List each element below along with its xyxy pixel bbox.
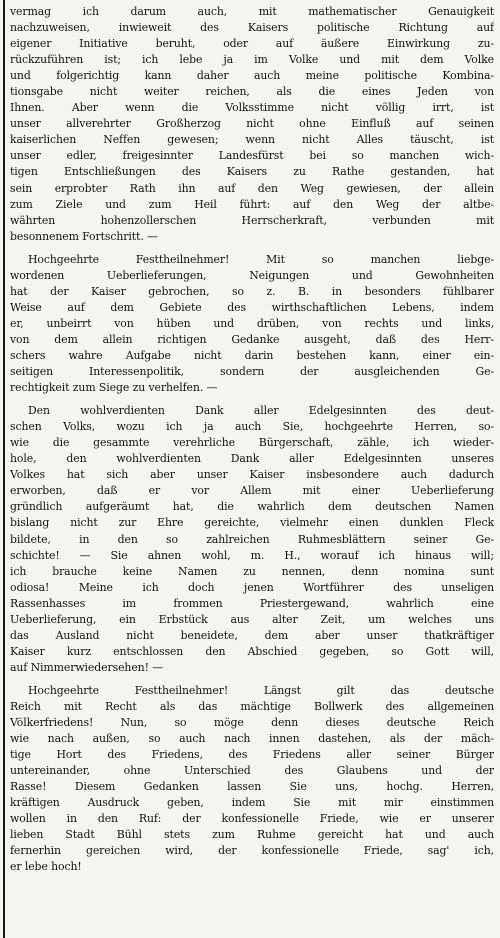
text-line: zum Ziele und zum Heil führt: auf den Weg der altbe- [10,197,494,211]
text-line: unser edler, freigesinnter Landesfürst bei so manchen wich- [10,149,494,163]
text-line: eigener Initiative beruht, oder auf äußere Einwirkung zu- [10,37,494,51]
paragraph [10,4,494,245]
text-line: Kaiser kurz entschlossen den Abschied gegeben, so Gott will, [10,644,494,658]
text-line: seitigen Interessenpolitik, sondern der ausgleichenden Ge- [10,365,494,379]
text-line: von dem allein richtigen Gedanke ausgeht, daß des Herr- [10,332,494,346]
text-line: Ihnen. Aber wenn die Volksstimme nicht völlig irrt, ist [10,101,494,115]
paragraph [10,403,494,676]
text-line: fernerhin gereichen wird, der konfessionelle Friede, sag' ich, [10,844,494,858]
text-line: rechtigkeit zum Siege zu verhelfen. — [10,381,218,395]
text-line: besonnenem Fortschritt. — [10,229,158,243]
text-line: auf Nimmerwiedersehen! — [10,660,164,674]
text-line: Reich mit Recht als das mächtige Bollwerk des allgemeinen [10,699,494,713]
text-line: ich brauche keine Namen zu nennen, denn nomina sunt [10,564,494,578]
text-line: wie die gesammte verehrliche Bürgerschaft, zähle, ich wieder- [10,436,494,450]
text-line: gründlich aufgeräumt hat, die wahrlich dem deutschen Namen [10,500,494,514]
text-line: bildete, in den so zahlreichen Ruhmesblättern seiner Ge- [10,532,494,546]
text-line: schen Volks, wozu ich ja auch Sie, hochgeehrte Herren, so- [10,420,494,434]
text-line: er, unbeirrt von hüben und drüben, von rechts und links, [10,316,494,330]
text-line: untereinander, ohne Unterschied des Glaubens und der [10,764,494,778]
text-line: kräftigen Ausdruck geben, indem Sie mit mir einstimmen [10,796,494,810]
text-line: er lebe hoch! [10,860,82,874]
text-line: Hochgeehrte Festtheilnehmer! Mit so manchen liebge- [28,252,494,266]
text-line: Ueberlieferung, ein Erbstück aus alter Zeit, um welches uns [10,612,494,626]
text-line: rückzuführen ist; ich lebe ja im Volke und mit dem Volke [10,53,494,67]
text-line: tigen Entschließungen des Kaisers zu Rathe gestanden, hat [10,165,494,179]
paragraph [10,252,494,396]
text-line: schichte! — Sie ahnen wohl, m. H., worauf ich hinaus will; [10,548,494,562]
text-line: odiosa! Meine ich doch jenen Wortführer des unseligen [10,580,494,594]
text-column [10,4,494,882]
text-line: Hochgeehrte Festtheilnehmer! Längst gilt das deutsche [28,683,494,697]
text-line: Rassenhasses im frommen Priestergewand, wahrlich eine [10,596,494,610]
text-line: erworben, daß er vor Allem mit einer Ueberlieferung [10,484,494,498]
text-line: währten hohenzollerschen Herrscherkraft, verbunden mit [10,213,494,227]
text-line: das Ausland nicht beneidete, dem aber unser thatkräftiger [10,628,494,642]
text-line: hat der Kaiser gebrochen, so z. B. in besonders fühlbarer [10,284,494,298]
text-line: Den wohlverdienten Dank aller Edelgesinnten des deut- [28,404,494,418]
text-line: kaiserlichen Neffen gewesen; wenn nicht Alles täuscht, ist [10,133,494,147]
text-line: tige Hort des Friedens, des Friedens aller seiner Bürger [10,748,494,762]
text-line: und folgerichtig kann daher auch meine politische Kombina- [10,69,494,83]
text-line: vermag ich darum auch, mit mathematischer Genauigkeit [10,5,494,18]
text-line: lieben Stadt Bühl stets zum Ruhme gereicht hat und auch [10,828,494,842]
column-rule [3,0,5,938]
text-line: Rasse! Diesem Gedanken lassen Sie uns, hochg. Herren, [10,780,494,794]
text-line: wie nach außen, so auch nach innen dastehen, als der mäch- [10,732,494,746]
text-line: schers wahre Aufgabe nicht darin bestehen kann, einer ein- [10,348,494,362]
text-line: wollen in den Ruf: der konfessionelle Friede, wie er unserer [10,812,494,826]
text-line: Volkes hat sich aber unser Kaiser insbesondere auch dadurch [10,468,494,482]
text-line: Weise auf dem Gebiete des wirthschaftlichen Lebens, indem [10,300,494,314]
text-line: tionsgabe nicht weiter reichen, als die eines Jeden von [10,85,494,99]
text-line: bislang nicht zur Ehre gereichte, vielmehr einen dunklen Fleck [10,516,494,530]
text-line: sein erprobter Rath ihn auf den Weg gewiesen, der allein [10,181,494,195]
text-line: hole, den wohlverdienten Dank aller Edelgesinnten unseres [10,452,494,466]
text-line: unser allverehrter Großherzog nicht ohne Einfluß auf seinen [10,117,494,131]
text-line: Völkerfriedens! Nun, so möge denn dieses deutsche Reich [10,716,494,730]
text-line: wordenen Ueberlieferungen, Neigungen und Gewohnheiten [10,268,494,282]
text-line: nachzuweisen, inwieweit des Kaisers politische Richtung auf [10,21,494,35]
paragraph [10,683,494,876]
